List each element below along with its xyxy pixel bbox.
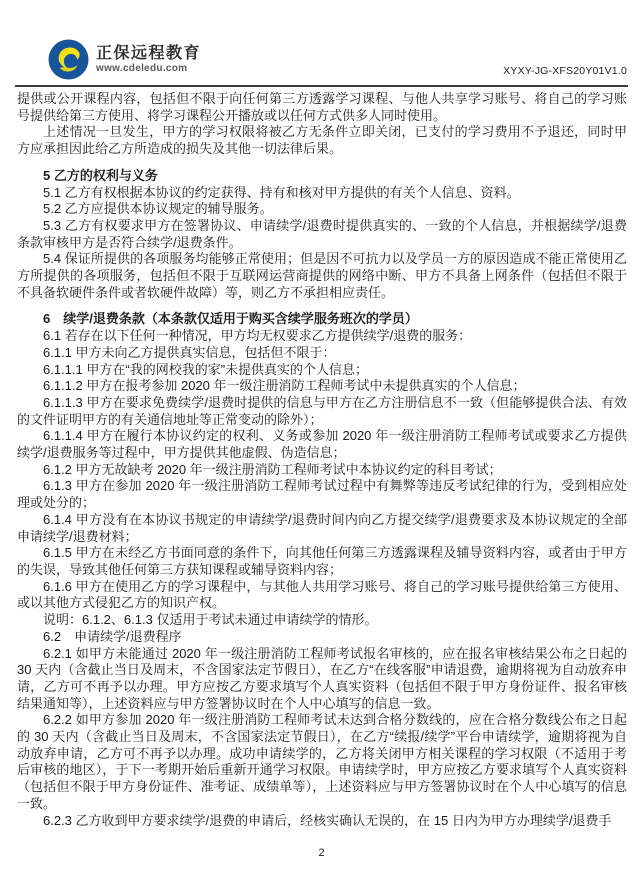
brand-website: www.cdeledu.com xyxy=(96,63,188,74)
paragraph: 6.1.1 甲方未向乙方提供真实信息，包括但不限于： xyxy=(43,344,336,360)
paragraph: 6.1 若存在以下任何一种情况，甲方均无权要求乙方提供续学/退费的服务： xyxy=(43,328,472,344)
paragraph: 6.2 申请续学/退费程序 xyxy=(43,628,182,644)
paragraph: 6.2.3 乙方收到甲方要求续学/退费的申请后，经核实确认无误的，在 15 日内为甲方办理续学/退费手 xyxy=(43,812,612,828)
page-footer xyxy=(0,847,643,859)
paragraph: 5.2 乙方应提供本协议规定的辅导服务。 xyxy=(43,201,273,217)
paragraph: 6.2.1 如甲方未能通过 2020 年一级注册消防工程师考试报名审核的，应在报名审核结果公布之日起的 30 天内（含截止当日及周末，不含国家法定节假日），在乙方“在线客服”申请退费，逾期将视为自动放弃申请，乙方可不再予以办理。甲方应按乙方要求填写个人真实资料（包括但不限于甲方身份证件、报名审核结果通知等），上述资料应与甲方签署协议时在个人中心填写的信息一致。 xyxy=(17,645,627,711)
paragraph: 5.1 乙方有权根据本协议的约定获得、持有和核对甲方提供的有关个人信息、资料。 xyxy=(43,184,520,200)
section-heading: 5 乙方的权利与义务 xyxy=(43,167,158,183)
paragraph: 说明：6.1.2、6.1.3 仅适用于考试未通过申请续学的情形。 xyxy=(43,612,378,628)
page-number: 2 xyxy=(318,847,325,859)
paragraph: 6.1.4 甲方没有在本协议书规定的申请续学/退费时间内向乙方提交续学/退费要求及本协议规定的全部申请续学/退费材料； xyxy=(17,511,627,544)
paragraph: 6.1.2 甲方无故缺考 2020 年一级注册消防工程师考试中本协议约定的科目考试； xyxy=(43,461,502,477)
brand-name: 正保远程教育 xyxy=(96,45,202,62)
logo-text xyxy=(96,44,201,75)
page-header xyxy=(0,0,643,80)
section-heading: 6 续学/退费条款（本条款仅适用于购买含续学服务班次的学员） xyxy=(43,311,418,327)
paragraph: 上述情况一旦发生，甲方的学习权限将被乙方无条件立即关闭，已支付的学习费用不予退还，同时甲方应承担因此给乙方所造成的损失及其他一切法律后果。 xyxy=(17,124,627,157)
paragraph: 5.3 乙方有权要求甲方在签署协议、申请续学/退费时提供真实的、一致的个人信息，并根据续学/退费条款审核甲方是否符合续学/退费条件。 xyxy=(17,217,627,250)
paragraph: 6.1.1.1 甲方在“我的网校我的家”未提供真实的个人信息； xyxy=(43,361,369,377)
document-body xyxy=(0,87,643,829)
paragraph: 6.2.2 如甲方参加 2020 年一级注册消防工程师考试未达到合格分数线的，应在合格分数线公布之日起的 30 天内（含截止当日及周末，不含国家法定节假日），在乙方“续报/续学”平台申请续学，逾期将视为自动放弃申请，乙方可不再予以办理。成功申请续学的，乙方将关闭甲方相关课程的学习权限（不适用于考后审核的地区），于下一考期开始后重新开通学习权限。申请续学时，甲方应按乙方要求填写个人真实资料（包括但不限于甲方身份证件、准考证、成绩单等），上述资料应与甲方签署协议时在个人中心填写的信息一致。 xyxy=(17,712,627,811)
brand-logo-icon xyxy=(48,39,89,80)
paragraph: 5.4 保证所提供的各项服务均能够正常使用；但是因不可抗力以及学员一方的原因造成不能正常使用乙方所提供的各项服务，包括但不限于互联网运营商提供的网络中断、甲方不具备上网条件（包括但不限于不具备软硬件条件或者软硬件故障）等，则乙方不承担相应责任。 xyxy=(17,251,627,300)
logo xyxy=(48,39,201,80)
paragraph: 6.1.1.4 甲方在履行本协议约定的权利、义务或参加 2020 年一级注册消防工程师考试或要求乙方提供续学/退费服务等过程中，甲方提供其他虚假、伪造信息； xyxy=(17,428,627,461)
paragraph: 6.1.5 甲方在未经乙方书面同意的条件下，向其他任何第三方透露课程及辅导资料内容，或者由于甲方的失误，导致其他任何第三方获知课程或辅导资料内容； xyxy=(17,545,627,577)
document-code: XYXY-JG-XFS20Y01V1.0 xyxy=(503,65,627,77)
paragraph: 6.1.3 甲方在参加 2020 年一级注册消防工程师考试过程中有舞弊等违反考试纪律的行为，受到相应处理或处分的； xyxy=(17,478,627,511)
paragraph: 6.1.1.3 甲方在要求免费续学/退费时提供的信息与甲方在乙方注册信息不一致（但能够提供合法、有效的文件证明甲方的有关通信地址等正常变动的除外）； xyxy=(17,394,627,427)
paragraph: 提供或公开课程内容，包括但不限于向任何第三方透露学习课程、与他人共享学习账号、将自己的学习账号提供给第三方使用、将学习课程公开播放或以任何方式供多人同时使用。 xyxy=(17,91,627,123)
paragraph: 6.1.6 甲方在使用乙方的学习课程中，与其他人共用学习账号、将自己的学习账号提供给第三方使用、或以其他方式侵犯乙方的知识产权。 xyxy=(17,578,627,611)
paragraph: 6.1.1.2 甲方在报考参加 2020 年一级注册消防工程师考试中未提供真实的个人信息； xyxy=(43,378,526,394)
